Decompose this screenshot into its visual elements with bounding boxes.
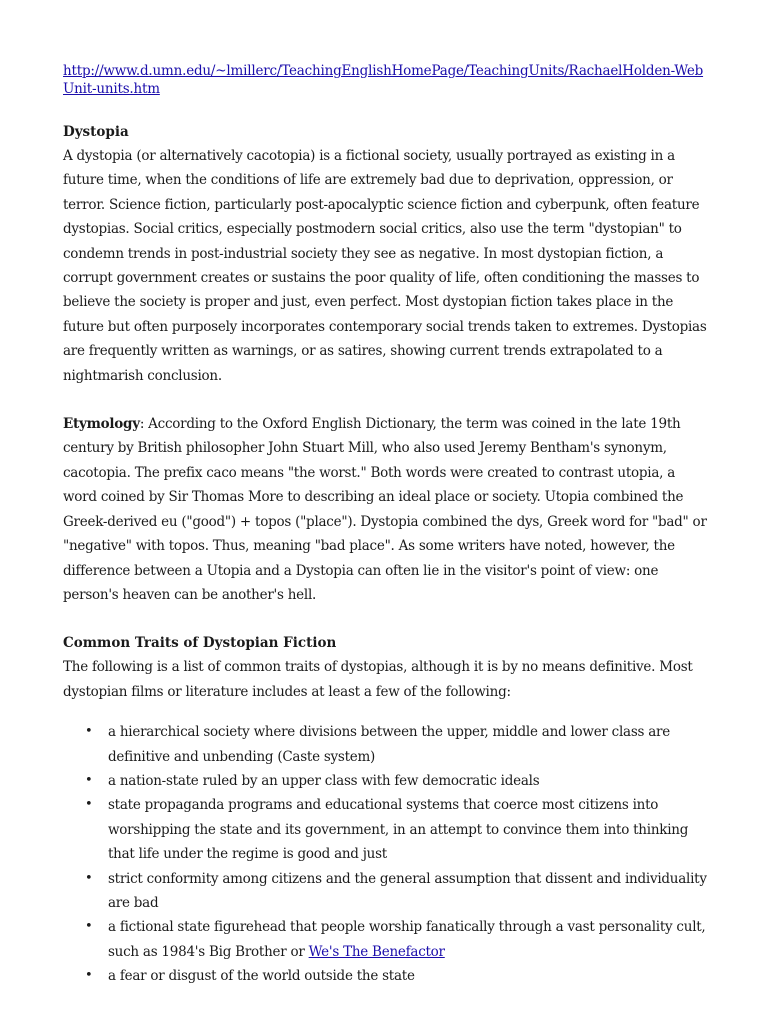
bullet-icon: • (85, 797, 93, 813)
list-item-text: a fear or disgust of the world outside the state (108, 968, 415, 985)
traits-heading: Common Traits of Dystopian Fiction (63, 635, 337, 652)
etymology-text: : According to the Oxford English Dictionary, the term was coined in the late 19th century by British philosopher John Stuart Mill, who also used Jeremy Bentham's synonym, cacotopia. The prefix caco means "the worst." Both words were created to contrast utopia, a word coined by Sir Thomas More to describing an ideal place or society. Utopia combined the Greek-derived eu ("good") + topos ("place"). Dystopia combined the dys, Greek word for "bad" or "negative" with topos. Thus, meaning "bad place". As some writers have noted, however, the difference between a Utopia and a Dystopia can often lie in the visitor's point of view: one person's heaven can be another's hell. (63, 416, 707, 603)
list-item (63, 964, 707, 988)
list-item-text: a nation-state ruled by an upper class with few democratic ideals (108, 772, 540, 789)
benefactor-link[interactable]: We's The Benefactor (308, 943, 445, 960)
bullet-icon: • (85, 870, 93, 886)
bullet-icon: • (85, 968, 93, 984)
etymology-label: Etymology (63, 416, 140, 433)
dystopia-paragraph: A dystopia (or alternatively cacotopia) is a fictional society, usually portrayed as existing in a future time, when the conditions of life are extremely bad due to deprivation, oppression, or terror. Science fiction, particularly post-apocalyptic science fiction and cyberpunk, often feature dystopias. Social critics, especially postmodern social critics, also use the term "dystopian" to condemn trends in post-industrial society they see as negative. In most dystopian fiction, a corrupt government creates or sustains the poor quality of life, often conditioning the masses to believe the society is proper and just, even perfect. Most dystopian fiction takes place in the future but often purposely incorporates contemporary social trends taken to extremes. Dystopias are frequently written as warnings, or as satires, showing current trends extrapolated to a nightmarish conclusion. (63, 148, 707, 384)
list-item-text: strict conformity among citizens and the general assumption that dissent and individuality are bad (108, 870, 707, 911)
list-item-text: a hierarchical society where divisions between the upper, middle and lower class are definitive and unbending (Caste system) (108, 724, 670, 765)
etymology-paragraph (63, 412, 707, 607)
document-page (63, 62, 707, 989)
list-item (63, 793, 707, 866)
bullet-icon: • (85, 772, 93, 788)
list-item-text: state propaganda programs and educational systems that coerce most citizens into worshipping the state and its government, in an attempt to convince them into thinking that life under the regime is good and just (108, 797, 689, 863)
list-item (63, 720, 707, 769)
dystopia-heading: Dystopia (63, 124, 129, 140)
list-item-text: a fictional state figurehead that people worship fanatically through a vast personality cult, such as 1984's Big Brother or (108, 919, 706, 960)
list-item (63, 867, 707, 916)
traits-list (63, 720, 707, 988)
list-item (63, 769, 707, 793)
source-url-link[interactable]: http://www.d.umn.edu/~lmillerc/TeachingEnglishHomePage/TeachingUnits/RachaelHolden-WebUnit-units.htm (63, 63, 704, 97)
bullet-icon: • (85, 919, 93, 935)
list-item (63, 915, 707, 964)
traits-intro: The following is a list of common traits of dystopias, although it is by no means definitive. Most dystopian films or literature includes at least a few of the following: (63, 659, 693, 700)
bullet-icon: • (85, 724, 93, 740)
